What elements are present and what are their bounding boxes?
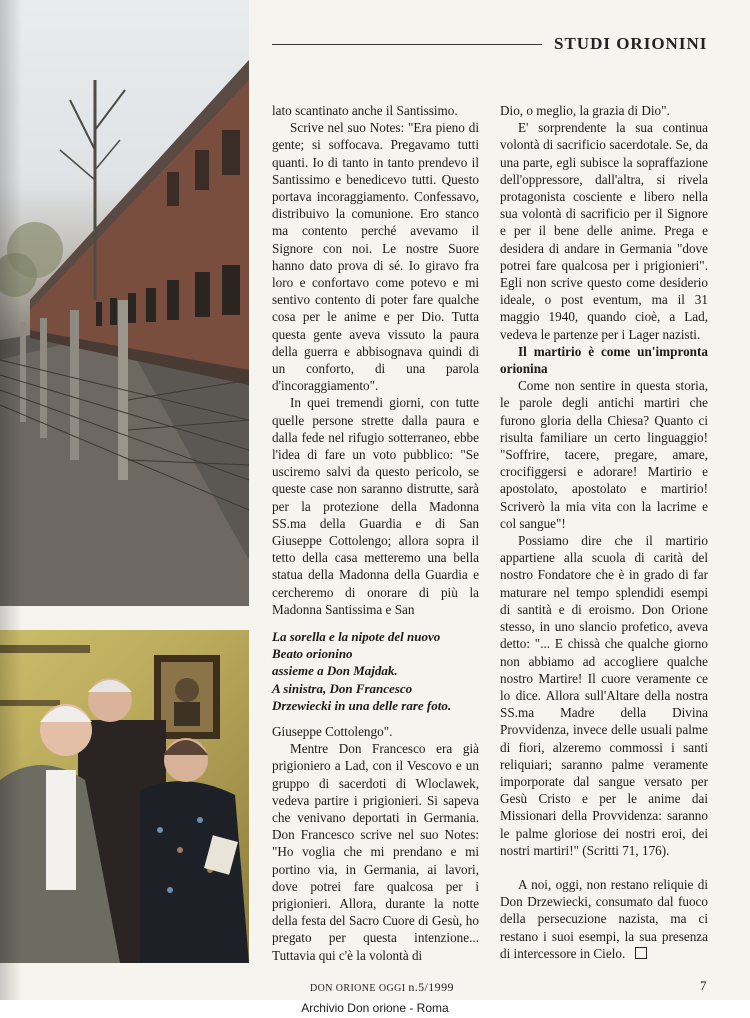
- paragraph-final-text: A noi, oggi, non restano reliquie di Don Drzewiecki, consumato dal fuoco della persecuzione nazista, ma ci restano i suoi esempi, la sua presenza di intercessore in Cielo.: [500, 876, 708, 961]
- paragraph: Possiamo dire che il martirio appartiene alla scuola di carità del nostro Fondatore che è in grado di far maturare nel tempo splendidi esempi di santità e di eroismo. Don Orione stesso, in uno slancio profetico, aveva detto: "... E chissà che qualche giorno non abbiamo ad accogliere qualche nostro Martire! Il cuore veramente ce lo dice. Allora sull'Altare della nostra SS.ma Madre della Divina Provvidenza, invece delle usuali palme di fiori, alzeremo commossi i santi reliquiari; saranno palme veramente imporporate dal sangue versato per Gesù Cristo e per le anime dai Missionari della Provvidenza: saranno le palme gloriose dei nostri eroi, dei nostri martiri!" (Scritti 71, 176).: [500, 533, 708, 858]
- subheading: Il martirio è come un'impronta orionina: [500, 343, 708, 377]
- paragraph: In quei tremendi giorni, con tutte quelle persone strette dalla paura e dalla fede nel rifugio sotterraneo, ebbe l'idea di fare un voto pubblico: "Se usciremo salvi da questo pericolo, se queste case non saranno distrutte, sarà per la protezione della Madonna SS.ma della Guardia e di San Giuseppe Cottolengo; allora sopra il tetto della casa metteremo una bella statua della Madonna della Guardia e cercheremo di onorare di più la Madonna Santissima e San: [272, 395, 479, 617]
- magazine-name: DON ORIONE OGGI: [310, 983, 406, 994]
- end-of-article-mark: [635, 947, 647, 959]
- paragraph-final: [500, 876, 708, 962]
- paragraph: E' sorprendente la sua continua volontà di sacrificio sacerdotale. Se, da una parte, egli subisce la sopraffazione dell'oppressore, dall'altra, si rivela protagonista cosciente e libero nella sua volontà di sacrificio per il Signore e per il bene delle anime. Prega e desidera di andare in Germania "dove potrei fare qualcosa per i prigionieri". Egli non scrive questo come desiderio ideale, o post eventum, ma il 31 maggio 1940, quando cioè, a Lad, vedeva le partenze per i Lager nazisti.: [500, 120, 708, 342]
- column-2: [500, 102, 708, 962]
- paragraph: lato scantinato anche il Santissimo.: [272, 103, 458, 118]
- page-number: 7: [700, 978, 707, 993]
- header-rule: [272, 44, 542, 45]
- issue-number: n.5/1999: [408, 980, 454, 994]
- paragraph: Scrive nel suo Notes: "Era pieno di gente; si soffocava. Pregavamo tutti quanti. Io di tanto in tanto prendevo il Santissimo e benedicevo tutti. Questo portava incoraggiamento. Confessavo, distribuivo la comunione. Ero stanco ma contento perché avevamo il Signore con noi. Le nostre Suore hanno dato prova di sé. Io giravo fra loro e confortavo come potevo e mi sentivo contento di poter fare qualche cosa per le anime e per Dio. Tutta questa gente aveva vissuto la paura della guerra e abbisognava quindi di un conforto, di una parola d'incoraggiamento".: [272, 120, 479, 394]
- caption-line: A sinistra, Don Francesco: [272, 680, 413, 696]
- portrait-photo: [0, 630, 249, 963]
- caption-line: Beato orionino: [272, 646, 353, 662]
- column-1-top: [272, 102, 479, 618]
- column-1-bottom: [272, 723, 479, 964]
- camp-photo-illustration: [0, 0, 249, 606]
- section-title: STUDI ORIONINI: [554, 34, 708, 53]
- footer-magazine: [310, 980, 454, 995]
- caption-line: assieme a Don Majdak.: [272, 663, 398, 679]
- paragraph: Dio, o meglio, la grazia di Dio".: [500, 103, 670, 118]
- paragraph: Mentre Don Francesco era già prigioniero a Lad, con il Vescovo e un gruppo di sacerdoti di Wloclawek, vedeva partire i prigionieri. Si sapeva che venivano deportati in Germania. Don Francesco scrive nel suo Notes: "Ho voglia che mi prendano e mi portino via, in Germania, ai lavori, dove potrei fare qualcosa per i prigionieri. Allora, durante la notte della festa del Sacro Cuore di Gesù, ho pregato per questa intenzione... Tuttavia qui c'è la volontà di: [272, 741, 479, 963]
- caption-line: Drzewiecki in una delle rare foto.: [272, 697, 452, 713]
- camp-photo: [0, 0, 249, 606]
- paragraph: Come non sentire in questa storia, le parole degli antichi martiri che furono gloria della Chiesa? Quanto ci risulta familiare un certo linguaggio! "Soffrire, tacere, pregare, amare, crocifiggersi e adorare! Martirio e apostolato, apostolato e martirio! Scriverò la mia vita con la lacrime e col sangue"!: [500, 378, 708, 531]
- photo-caption: [272, 628, 487, 714]
- archive-note: Archivio Don orione - Roma: [0, 1000, 750, 1018]
- paragraph: Giuseppe Cottolengo".: [272, 724, 393, 739]
- portrait-photo-illustration: [0, 630, 249, 963]
- page-gutter-shadow: [0, 0, 22, 1000]
- caption-line: La sorella e la nipote del nuovo: [272, 629, 441, 644]
